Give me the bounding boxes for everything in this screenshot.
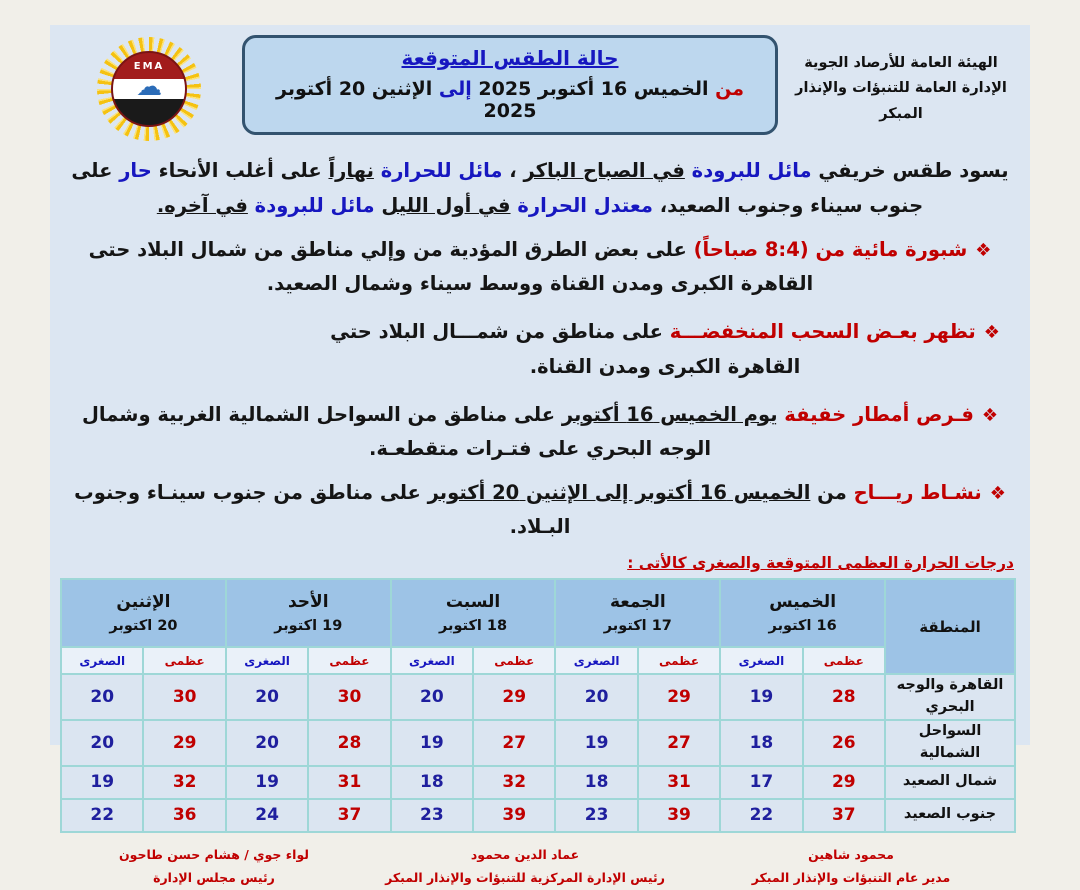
logo-container bbox=[64, 35, 234, 141]
min-temp-cell: 20 bbox=[391, 674, 473, 720]
signature-block bbox=[360, 843, 690, 890]
max-temp-cell: 39 bbox=[473, 799, 555, 832]
signatory-title: رئيس الإدارة المركزية للتنبؤات والإنذار المبكر bbox=[385, 870, 665, 886]
text-segment: حار bbox=[119, 159, 152, 182]
text-segment: شبورة مائية من (8:4 صباحاً) bbox=[693, 238, 968, 262]
min-temp-cell: 19 bbox=[226, 766, 308, 799]
region-cell: جنوب الصعيد bbox=[885, 799, 1015, 832]
region-cell: شمال الصعيد bbox=[885, 766, 1015, 799]
min-label: الصغرى bbox=[720, 647, 802, 674]
text-segment: مائل للحرارة bbox=[373, 159, 503, 182]
max-temp-cell: 32 bbox=[143, 766, 225, 799]
diamond-bullet-icon: ❖ bbox=[981, 404, 999, 426]
max-label: عظمى bbox=[638, 647, 720, 674]
max-temp-cell: 29 bbox=[638, 674, 720, 720]
day-column-header bbox=[391, 579, 556, 647]
ema-logo-core bbox=[111, 51, 187, 127]
day-column-header bbox=[61, 579, 226, 647]
table-caption: درجات الحرارة العظمى المتوقعة والصغرى كالأتى : bbox=[627, 554, 1014, 573]
diamond-bullet-icon: ❖ bbox=[975, 240, 992, 262]
max-temp-cell: 29 bbox=[473, 674, 555, 720]
day-name: الإثنين bbox=[116, 592, 171, 613]
max-label: عظمى bbox=[143, 647, 225, 674]
title-box bbox=[242, 35, 778, 135]
max-temp-cell: 30 bbox=[143, 674, 225, 720]
table-header-row bbox=[61, 579, 1015, 647]
min-temp-cell: 20 bbox=[226, 674, 308, 720]
max-temp-cell: 29 bbox=[143, 720, 225, 766]
max-label: عظمى bbox=[308, 647, 390, 674]
max-temp-cell: 26 bbox=[803, 720, 885, 766]
max-label: عظمى bbox=[803, 647, 885, 674]
max-temp-cell: 37 bbox=[308, 799, 390, 832]
table-row bbox=[61, 766, 1015, 799]
text-segment: ، bbox=[502, 159, 524, 182]
text-segment: نهاراً bbox=[328, 159, 374, 182]
min-temp-cell: 18 bbox=[720, 720, 802, 766]
table-row bbox=[61, 674, 1015, 720]
day-column-header bbox=[226, 579, 391, 647]
text-segment: في الصباح الباكر bbox=[523, 159, 685, 182]
signatory-name: لواء جوي / هشام حسن طاحون bbox=[118, 846, 310, 862]
text-segment: يوم الخميس 16 أكتوبر bbox=[561, 402, 778, 426]
min-temp-cell: 20 bbox=[61, 720, 143, 766]
min-temp-cell: 22 bbox=[61, 799, 143, 832]
min-temp-cell: 20 bbox=[226, 720, 308, 766]
signatory-title: مدير عام التنبؤات والإنذار المبكر bbox=[751, 870, 951, 886]
max-temp-cell: 30 bbox=[308, 674, 390, 720]
text-segment: مائل للبرودة bbox=[684, 159, 812, 182]
max-temp-cell: 28 bbox=[308, 720, 390, 766]
min-temp-cell: 22 bbox=[720, 799, 802, 832]
min-label: الصغرى bbox=[391, 647, 473, 674]
text-segment: على مناطق من شمـــال البلاد حتي القاهرة الكبرى ومدن القناة. bbox=[330, 320, 801, 378]
day-column-header bbox=[555, 579, 720, 647]
text-segment: نشـاط ريـــاح bbox=[853, 480, 982, 504]
day-name: السبت bbox=[445, 592, 501, 613]
max-temp-cell: 37 bbox=[803, 799, 885, 832]
min-temp-cell: 23 bbox=[391, 799, 473, 832]
max-temp-cell: 28 bbox=[803, 674, 885, 720]
day-date: 17 اكتوبر bbox=[603, 618, 672, 635]
day-date: 19 اكتوبر bbox=[274, 618, 343, 635]
min-temp-cell: 24 bbox=[226, 799, 308, 832]
max-temp-cell: 36 bbox=[143, 799, 225, 832]
min-label: الصغرى bbox=[226, 647, 308, 674]
text-segment: معتدل الحرارة bbox=[510, 194, 653, 218]
min-temp-cell: 19 bbox=[555, 720, 637, 766]
min-temp-cell: 20 bbox=[61, 674, 143, 720]
day-name: الأحد bbox=[287, 592, 329, 613]
region-column-header: المنطقة bbox=[885, 579, 1015, 674]
text-segment: الخميس 16 أكتوبر إلى الإثنين 20 أكتوبر bbox=[427, 480, 811, 504]
signature-block bbox=[94, 843, 334, 890]
text-segment: يسود طقس خريفي bbox=[811, 159, 1009, 182]
text-segment: على جنوب سيناء وجنوب الصعيد، bbox=[71, 159, 924, 218]
day-date: 20 اكتوبر bbox=[109, 618, 178, 635]
signatory-title: رئيس مجلس الإدارة bbox=[153, 870, 275, 886]
text-segment: على مناطق من السواحل الشمالية الغربية وشمال الوجه البحري على فتـرات متقطعـة. bbox=[81, 402, 712, 460]
min-temp-cell: 19 bbox=[61, 766, 143, 799]
table-body bbox=[61, 674, 1015, 832]
organization-names bbox=[786, 35, 1016, 127]
date-range-subtitle bbox=[255, 78, 765, 122]
intro-paragraph bbox=[70, 153, 1010, 223]
day-date: 16 اكتوبر bbox=[768, 618, 837, 635]
region-cell: القاهرة والوجه البحري bbox=[885, 674, 1015, 720]
min-temp-cell: 19 bbox=[391, 720, 473, 766]
day-date: 18 اكتوبر bbox=[438, 618, 508, 635]
min-temp-cell: 18 bbox=[391, 766, 473, 799]
subtitle-from-word: من bbox=[715, 78, 744, 100]
min-temp-cell: 19 bbox=[720, 674, 802, 720]
max-temp-cell: 27 bbox=[638, 720, 720, 766]
text-segment: من bbox=[810, 480, 854, 504]
document-header bbox=[64, 35, 1016, 141]
diamond-bullet-icon: ❖ bbox=[989, 482, 1006, 504]
region-cell: السواحل الشمالية bbox=[885, 720, 1015, 766]
min-temp-cell: 17 bbox=[720, 766, 802, 799]
subtitle-range-start: الخميس 16 أكتوبر 2025 bbox=[471, 78, 716, 100]
signatures-row bbox=[94, 843, 986, 890]
bullet-list bbox=[70, 233, 1010, 544]
org-authority-name: الهيئة العامة للأرصاد الجوية bbox=[804, 55, 998, 71]
text-segment: تظهر بعـض السحب المنخفضـــة bbox=[669, 320, 976, 344]
table-head bbox=[61, 579, 1015, 674]
day-name: الجمعة bbox=[609, 592, 666, 613]
ema-sun-logo-icon bbox=[97, 37, 201, 141]
text-segment: على بعض الطرق المؤدية من وإلي مناطق من شمال البلاد حتى القاهرة الكبرى ومدن القناة ووسط سيناء وشمال الصعيد. bbox=[88, 238, 814, 296]
max-temp-cell: 31 bbox=[308, 766, 390, 799]
table-row bbox=[61, 720, 1015, 766]
subtitle-to-word: إلى bbox=[438, 78, 472, 100]
page-title: حالة الطقس المتوقعة bbox=[401, 46, 619, 70]
max-temp-cell: 27 bbox=[473, 720, 555, 766]
text-segment: في أول الليل bbox=[381, 194, 511, 218]
subtitle-range-end: الإثنين 20 أكتوبر 2025 bbox=[276, 78, 537, 122]
weather-bulletin-document bbox=[50, 25, 1030, 886]
text-segment: في آخره. bbox=[156, 194, 248, 218]
signature-block bbox=[716, 843, 986, 890]
min-temp-cell: 18 bbox=[555, 766, 637, 799]
day-column-header bbox=[720, 579, 885, 647]
cloud-icon: ☁ bbox=[136, 72, 162, 102]
signatory-name: محمود شاهين bbox=[808, 846, 894, 862]
max-temp-cell: 31 bbox=[638, 766, 720, 799]
max-label: عظمى bbox=[473, 647, 555, 674]
bullet-item bbox=[70, 315, 1010, 383]
max-temp-cell: 32 bbox=[473, 766, 555, 799]
text-segment: على مناطق من جنوب سينـاء وجنوب البـلاد. bbox=[74, 480, 571, 539]
text-segment: على أغلب الأنحاء bbox=[151, 159, 329, 182]
bullet-item bbox=[70, 398, 1010, 466]
table-subheader-row bbox=[61, 647, 1015, 674]
text-segment: مائل للبرودة bbox=[247, 194, 375, 218]
max-temp-cell: 39 bbox=[638, 799, 720, 832]
temperature-table bbox=[60, 578, 1016, 833]
min-temp-cell: 23 bbox=[555, 799, 637, 832]
max-temp-cell: 29 bbox=[803, 766, 885, 799]
table-row bbox=[61, 799, 1015, 832]
min-temp-cell: 20 bbox=[555, 674, 637, 720]
diamond-bullet-icon: ❖ bbox=[983, 322, 1000, 344]
bullet-item bbox=[70, 233, 1010, 301]
org-department-name: الإدارة العامة للتنبؤات والإنذار المبكر bbox=[795, 80, 1007, 122]
ema-logo-text: EMA bbox=[133, 61, 165, 72]
text-segment: فـرص أمطار خفيفة bbox=[777, 402, 974, 426]
signatory-name: عماد الدين محمود bbox=[470, 846, 580, 862]
min-label: الصغرى bbox=[61, 647, 143, 674]
day-name: الخميس bbox=[769, 592, 837, 613]
min-label: الصغرى bbox=[555, 647, 637, 674]
bullet-item bbox=[70, 476, 1010, 544]
